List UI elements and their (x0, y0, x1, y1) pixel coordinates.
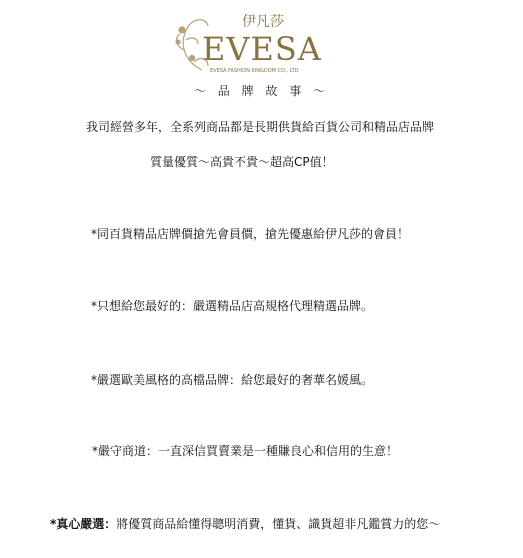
final-point-text: 將優質商品給懂得聰明消費，懂貨、識貨超非凡鑑賞力的您～ (116, 517, 441, 531)
brand-name-en: EVESA (202, 30, 322, 68)
point-item: *只想給您最好的：嚴選精品店高規格代理精選品牌。 (91, 299, 374, 313)
brand-story-title: ～ 品 牌 故 事 ～ (193, 84, 330, 98)
point-item: *嚴守商道：一直深信買賣業是一種賺良心和信用的生意！ (92, 444, 399, 458)
point-item: *嚴選歐美風格的高檔品牌：給您最好的奢華名媛風。 (91, 373, 374, 387)
brand-name-cn: 伊凡莎 (242, 14, 284, 30)
slogan-text: 質量優質～高貴不貴～超高CP值！ (150, 155, 334, 169)
intro-text: 我司經營多年，全系列商品都是長期供貨給百貨公司和精品店品牌 (86, 120, 435, 134)
point-item: *同百貨精品店牌價搶先會員價，搶先優惠給伊凡莎的會員！ (91, 227, 410, 241)
brand-logo (172, 10, 322, 76)
final-point-label: *真心嚴選： (50, 517, 117, 531)
brand-tagline: EVESA FASHION KINGDOM CO., LTD (210, 68, 299, 74)
final-point (50, 516, 440, 532)
